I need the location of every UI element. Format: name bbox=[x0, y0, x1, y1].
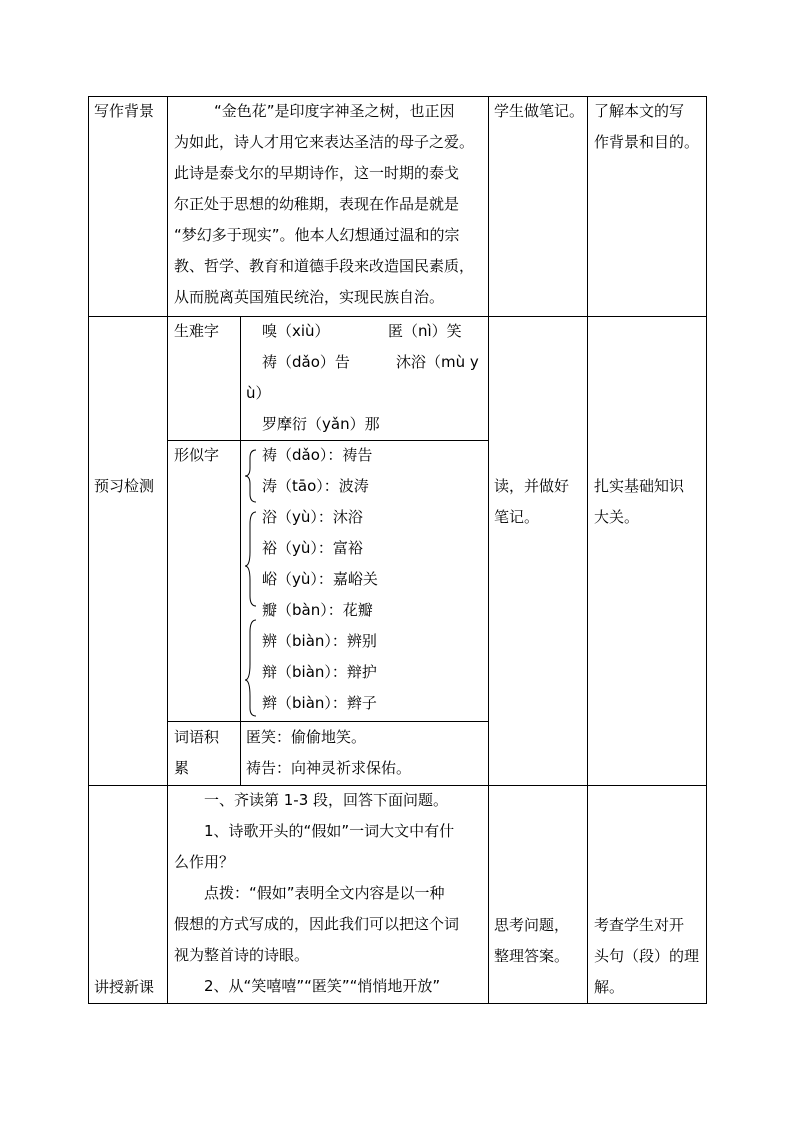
vocab-item: 匿笑：偷偷地笑。 bbox=[246, 728, 367, 746]
text-line: 教、哲学、教育和道德手段来改造国民素质， bbox=[174, 257, 475, 275]
text-line: 2、从“笑嘻嘻”“匿笑”“悄悄地开放” bbox=[204, 977, 441, 995]
text-line: 点拨：“假如”表明全文内容是以一种 bbox=[204, 884, 445, 902]
text-line: 大关。 bbox=[594, 508, 640, 526]
text-line: 解。 bbox=[594, 978, 625, 996]
row-label-background: 写作背景 bbox=[94, 102, 155, 120]
text-line: 笔记。 bbox=[494, 508, 540, 526]
row-label-lecture: 讲授新课 bbox=[94, 978, 155, 996]
text-line: 尔正处于思想的幼稚期，表现在作品是就是 bbox=[174, 195, 460, 213]
col-divider-2 bbox=[488, 96, 489, 1004]
text-line: 作背景和目的。 bbox=[594, 133, 700, 151]
text-line: 假想的方式写成的，因此我们可以把这个词 bbox=[174, 915, 460, 933]
col-divider-1 bbox=[167, 96, 168, 1004]
text-line: 此诗是泰戈尔的早期诗作，这一时期的泰戈 bbox=[174, 164, 460, 182]
similar-word: 辫（biàn）：辫子 bbox=[262, 694, 377, 712]
text-line: “金色花”是印度字神圣之树，也正因 bbox=[214, 102, 455, 120]
text-line: 一、齐读第 1-3 段，回答下面问题。 bbox=[204, 791, 449, 809]
background-student-activity: 学生做笔记。 bbox=[494, 102, 585, 120]
text-line: 考查学生对开 bbox=[594, 916, 685, 934]
text-line: “梦幻多于现实”。他本人幻想通过温和的宗 bbox=[174, 226, 460, 244]
text-line: 从而脱离英国殖民统治，实现民族自治。 bbox=[174, 288, 445, 306]
text-line: 为如此，诗人才用它来表达圣洁的母子之爱。 bbox=[174, 133, 475, 151]
lecture-purpose bbox=[594, 910, 699, 1003]
text-line: 整理答案。 bbox=[494, 947, 570, 965]
text-line: 扎实基础知识 bbox=[594, 477, 685, 495]
lecture-student-activity bbox=[494, 910, 569, 972]
text-line: 累 bbox=[174, 759, 190, 777]
sub-label-vocab bbox=[174, 722, 219, 784]
background-purpose bbox=[594, 96, 699, 158]
hard-word: 沐浴（mù y bbox=[396, 353, 479, 371]
hard-word: 祷（dǎo）告 bbox=[262, 353, 350, 371]
similar-word: 辨（biàn）：辨别 bbox=[262, 632, 377, 650]
text-line: 视为整首诗的诗眼。 bbox=[174, 946, 310, 964]
text-line: 么作用？ bbox=[174, 853, 235, 871]
text-line: 头句（段）的理 bbox=[594, 947, 700, 965]
vocab-list bbox=[246, 722, 411, 784]
text-line: 1、诗歌开头的“假如”一词大文中有什 bbox=[204, 822, 455, 840]
table-border-right bbox=[706, 96, 707, 1004]
row-label-preview: 预习检测 bbox=[94, 477, 155, 495]
hard-word: ù） bbox=[246, 384, 271, 402]
hard-word: 罗摩衍（yǎn）那 bbox=[262, 415, 380, 433]
similar-word: 瓣（bàn）：花瓣 bbox=[262, 601, 373, 619]
similar-word: 峪（yù）：嘉峪关 bbox=[262, 570, 378, 588]
vocab-item: 祷告：向神灵祈求保佑。 bbox=[246, 759, 412, 777]
col-divider-3 bbox=[587, 96, 588, 1004]
sub-label-hard-words: 生难字 bbox=[174, 322, 220, 340]
group-brace-icon bbox=[242, 446, 262, 722]
similar-word: 祷（dǎo）：祷告 bbox=[262, 446, 373, 464]
preview-student-activity bbox=[494, 471, 569, 533]
hard-word: 嗅（xiù） bbox=[262, 322, 330, 340]
text-line: 读，并做好 bbox=[494, 477, 570, 495]
lecture-content bbox=[174, 785, 459, 1002]
hard-word: 匿（nì）笑 bbox=[388, 322, 462, 340]
table-border-bottom bbox=[88, 1003, 707, 1004]
text-line: 词语积 bbox=[174, 728, 220, 746]
similar-word: 浴（yù）：沐浴 bbox=[262, 508, 363, 526]
sub-label-similar-words: 形似字 bbox=[174, 446, 220, 464]
similar-word: 辩（biàn）：辩护 bbox=[262, 663, 377, 681]
subcol-divider bbox=[240, 316, 241, 786]
text-line: 思考问题， bbox=[494, 916, 570, 934]
similar-words-list bbox=[262, 440, 378, 719]
background-content bbox=[174, 96, 474, 313]
similar-word: 裕（yù）：富裕 bbox=[262, 539, 363, 557]
table-border-left bbox=[88, 96, 89, 1004]
similar-word: 涛（tāo）：波涛 bbox=[262, 477, 369, 495]
text-line: 了解本文的写 bbox=[594, 102, 685, 120]
preview-purpose bbox=[594, 471, 684, 533]
